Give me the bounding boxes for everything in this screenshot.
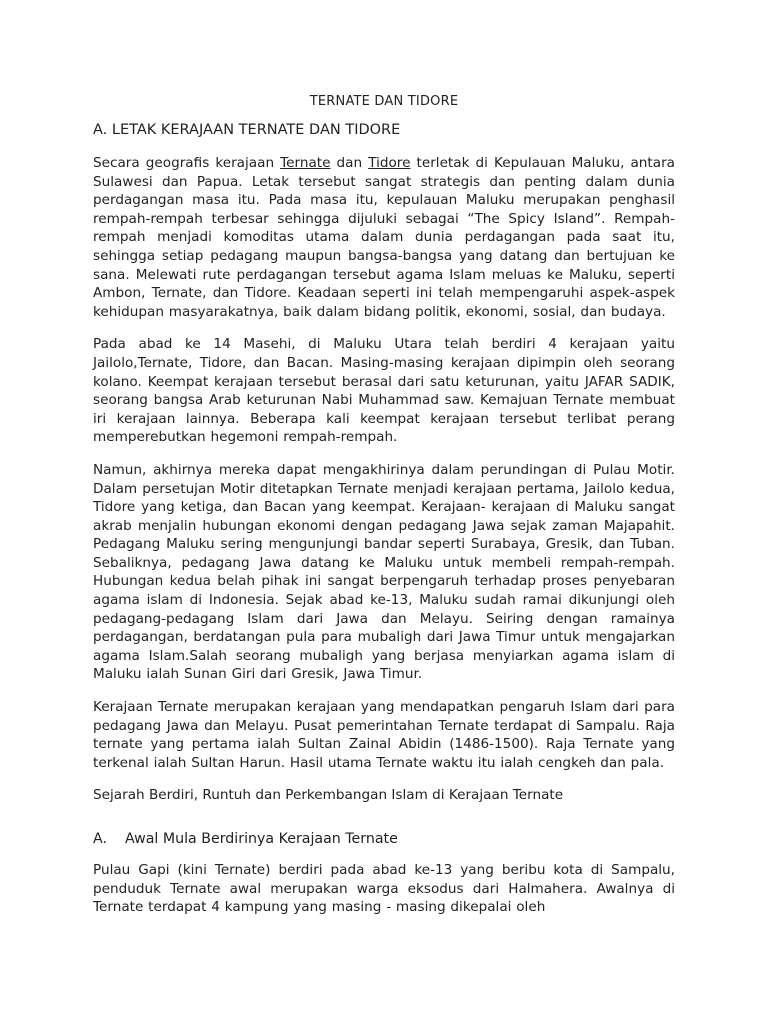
paragraph-1-text-start: Secara geografis kerajaan: [93, 155, 281, 171]
paragraph-3: Namun, akhirnya mereka dapat mengakhirinya dalam perundingan di Pulau Motir. Dalam persetujan Motir ditetapkan Ternate menjadi kerajaan pertama, Jailolo kedua, Tidore yang ketiga, dan Bacan yang keempat. Kerajaan- kerajaan di Maluku sangat akrab menjalin hubungan ekonomi dengan pedagang Jawa sejak zaman Majapahit. Pedagang Maluku sering mengunjungi bandar seperti Surabaya, Gresik, dan Tuban. Sebaliknya, pedagang Jawa datang ke Maluku untuk membeli rempah-rempah. Hubungan kedua belah pihak ini sangat berpengaruh terhadap proses penyebaran agama islam di Indonesia. Sejak abad ke-13, Maluku sudah ramai dikunjungi oleh pedagang-pedagang Islam dari Jawa dan Melayu. Seiring dengan ramainya perdagangan, berdatangan pula para mubaligh dari Jawa Timur untuk mengajarkan agama Islam.Salah seorang mubaligh yang berjasa menyiarkan agama islam di Maluku ialah Sunan Giri dari Gresik, Jawa Timur.: [93, 461, 675, 683]
paragraph-1-text-rest: terletak di Kepulauan Maluku, antara Sulawesi dan Papua. Letak tersebut sangat strategis dan penting dalam dunia perdagangan masa itu. Pada masa itu, kepulauan Maluku merupakan penghasil rempah-rempah terbesar sehingga dijuluki sebagai “The Spicy Island”. Rempah-rempah menjadi komoditas utama dalam dunia perdagangan pada saat itu, sehingga setiap pedagang maupun bangsa-bangsa yang datang dan bertujuan ke sana. Melewati rute perdagangan tersebut agama Islam meluas ke Maluku, seperti Ambon, Ternate, dan Tidore. Keadaan seperti ini telah mempengaruhi aspek-aspek kehidupan masyarakatnya, baik dalam bidang politik, ekonomi, sosial, dan budaya.: [93, 155, 675, 320]
subsection-heading: [93, 831, 675, 847]
section-heading: A. LETAK KERAJAAN TERNATE DAN TIDORE: [93, 122, 401, 138]
paragraph-1-text-between: dan: [330, 155, 369, 171]
subsection-number: A.: [93, 831, 107, 847]
paragraph-4: Kerajaan Ternate merupakan kerajaan yang mendapatkan pengaruh Islam dari para pedagang Jawa dan Melayu. Pusat pemerintahan Ternate terdapat di Sampalu. Raja ternate yang pertama ialah Sultan Zainal Abidin (1486-1500). Raja Ternate yang terkenal ialah Sultan Harun. Hasil utama Ternate waktu itu ialah cengkeh dan pala.: [93, 699, 675, 771]
link-tidore[interactable]: Tidore: [368, 155, 411, 171]
subsection-title: Awal Mula Berdirinya Kerajaan Ternate: [125, 831, 398, 847]
paragraph-1: [93, 154, 675, 321]
paragraph-2: Pada abad ke 14 Masehi, di Maluku Utara telah berdiri 4 kerajaan yaitu Jailolo,Ternate, Tidore, dan Bacan. Masing-masing kerajaan dipimpin oleh seorang kolano. Keempat kerajaan tersebut berasal dari satu keturunan, yaitu JAFAR SADIK, seorang bangsa Arab keturunan Nabi Muhammad saw. Kemajuan Ternate membuat iri kerajaan lainnya. Beberapa kali keempat kerajaan tersebut terlibat perang memperebutkan hegemoni rempah-rempah.: [93, 336, 675, 446]
document-title: TERNATE DAN TIDORE: [309, 94, 459, 109]
paragraph-5: Pulau Gapi (kini Ternate) berdiri pada abad ke-13 yang beribu kota di Sampalu, penduduk Ternate awal merupakan warga eksodus dari Halmahera. Awalnya di Ternate terdapat 4 kampung yang masing - masing dikepalai oleh: [93, 862, 675, 916]
link-ternate[interactable]: Ternate: [280, 155, 331, 171]
caption: Sejarah Berdiri, Runtuh dan Perkembangan Islam di Kerajaan Ternate: [93, 787, 564, 804]
